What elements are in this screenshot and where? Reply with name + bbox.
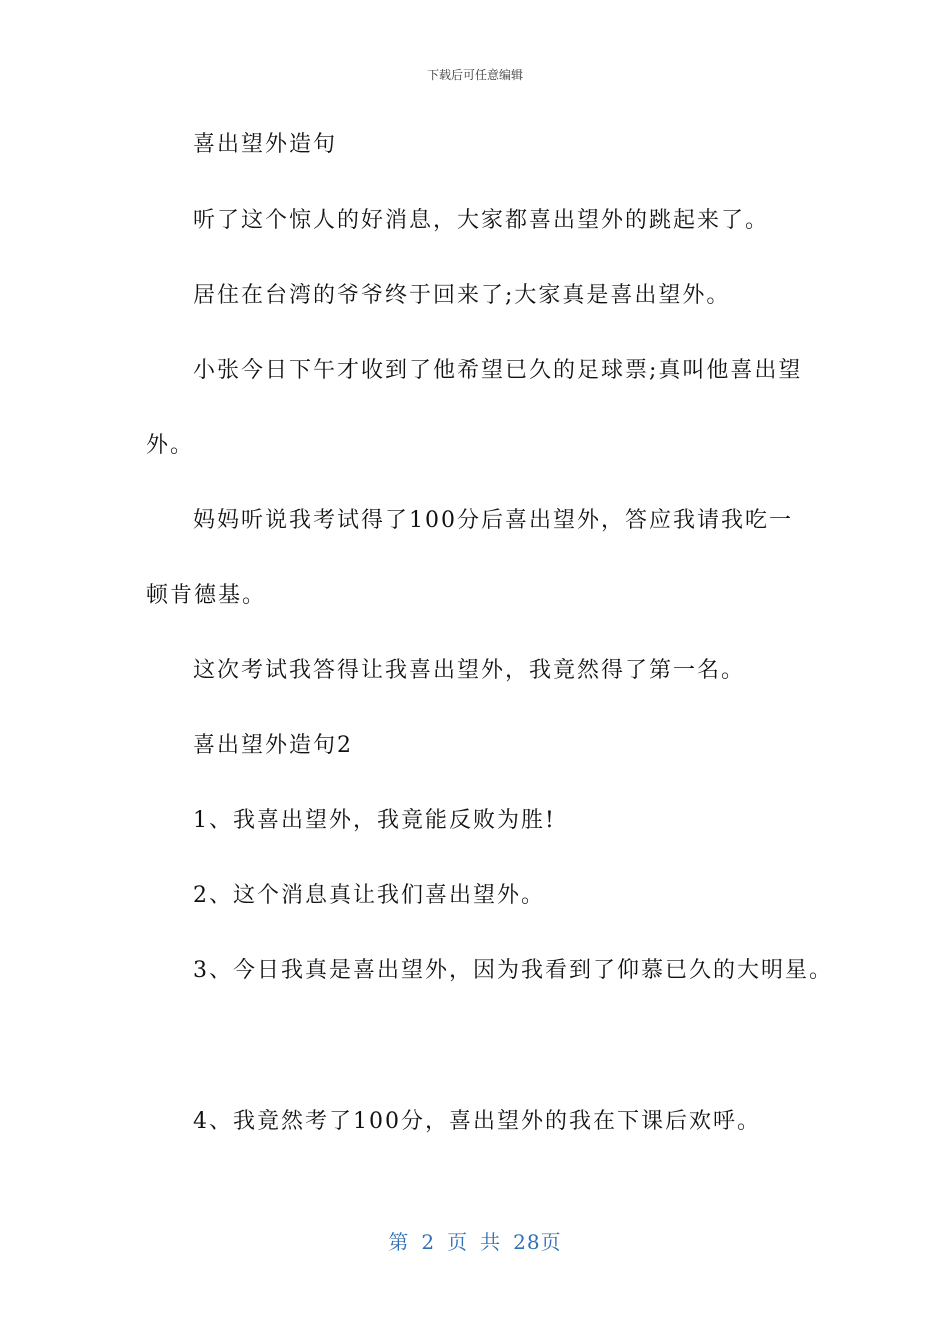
- sentence-1: 听了这个惊人的好消息，大家都喜出望外的跳起来了。: [193, 208, 770, 233]
- section-title: 喜出望外造句: [193, 132, 338, 157]
- footer-total-word: 共: [480, 1230, 502, 1254]
- sentence-2: 居住在台湾的爷爷终于回来了;大家真是喜出望外。: [193, 283, 731, 308]
- numbered-item-3: 3、今日我真是喜出望外，因为我看到了仰慕已久的大明星。: [193, 958, 833, 983]
- numbered-item-2: 2、这个消息真让我们喜出望外。: [193, 883, 545, 908]
- section-title-2: 喜出望外造句2: [193, 733, 353, 758]
- footer-page-word: 页: [447, 1230, 469, 1254]
- sentence-5: 这次考试我答得让我喜出望外，我竟然得了第一名。: [193, 658, 746, 683]
- footer-page-number: 2: [421, 1230, 436, 1254]
- footer-prefix: 第: [388, 1230, 410, 1254]
- numbered-item-4: 4、我竟然考了100分，喜出望外的我在下课后欢呼。: [193, 1109, 761, 1134]
- sentence-4-line-2: 顿肯德基。: [146, 583, 267, 608]
- numbered-item-1: 1、我喜出望外，我竟能反败为胜!: [193, 808, 556, 833]
- sentence-3-line-2: 外。: [146, 433, 195, 458]
- page-footer: [0, 1226, 950, 1255]
- footer-total-pages: 28页: [513, 1230, 562, 1254]
- sentence-3-line-1: 小张今日下午才收到了他希望已久的足球票;真叫他喜出望: [193, 358, 803, 383]
- sentence-4-line-1: 妈妈听说我考试得了100分后喜出望外，答应我请我吃一: [193, 508, 793, 533]
- header-note: 下载后可任意编辑: [426, 68, 523, 82]
